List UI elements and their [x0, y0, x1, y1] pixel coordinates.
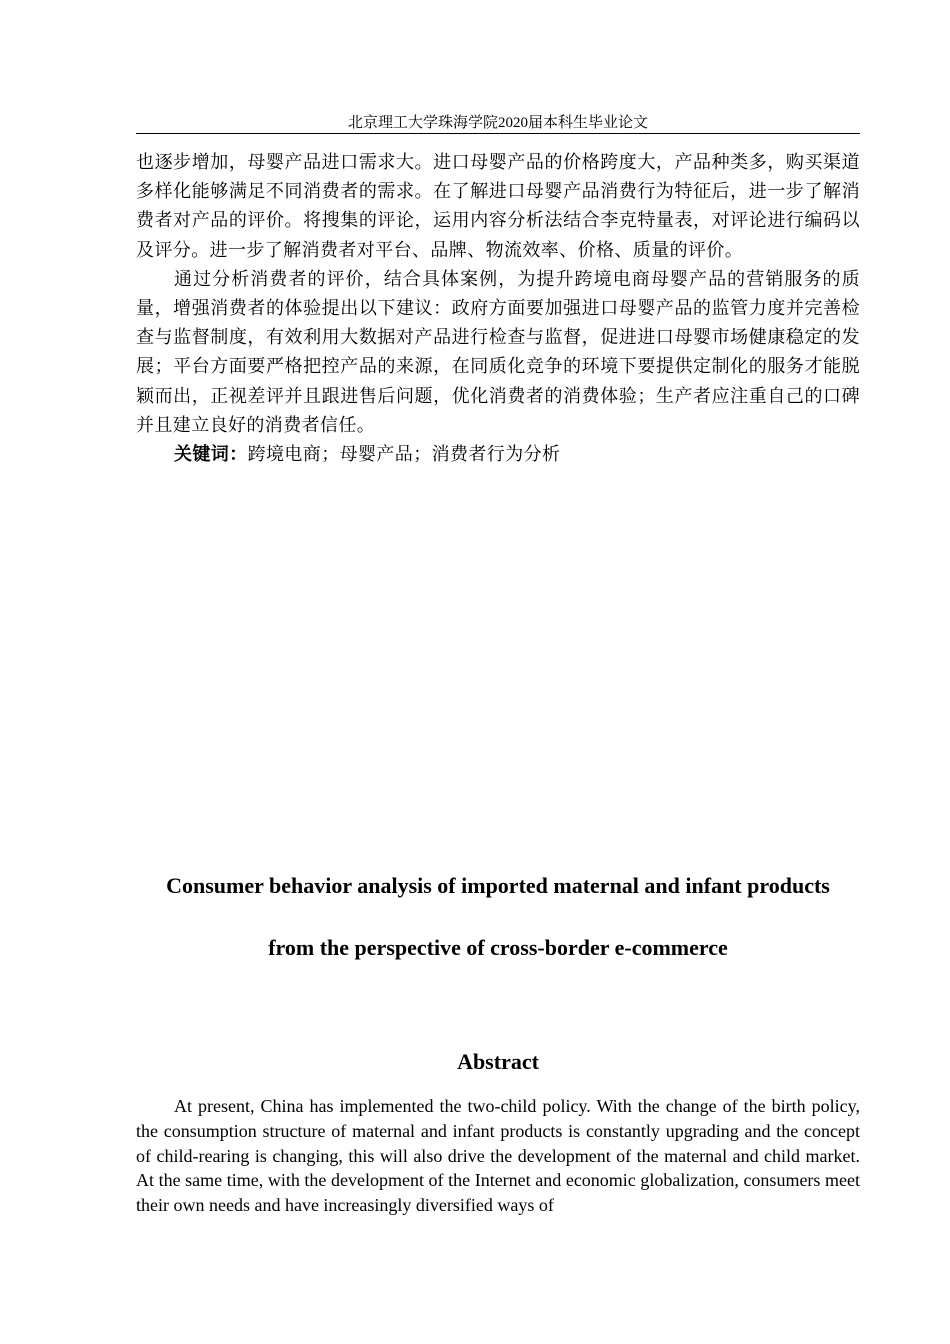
- chinese-paragraph-2: 通过分析消费者的评价，结合具体案例，为提升跨境电商母婴产品的营销服务的质量，增强消费者的体验提出以下建议：政府方面要加强进口母婴产品的监管力度并完善检查与监督制度，有效利用大数据对产品进行检查与监督，促进进口母婴市场健康稳定的发展；平台方面要严格把控产品的来源，在同质化竞争的环境下要提供定制化的服务才能脱颖而出，正视差评并且跟进售后问题，优化消费者的消费体验；生产者应注重自己的口碑并且建立良好的消费者信任。: [136, 268, 860, 436]
- chinese-paragraph-1: 也逐步增加，母婴产品进口需求大。进口母婴产品的价格跨度大，产品种类多，购买渠道多样化能够满足不同消费者的需求。在了解进口母婴产品消费行为特征后，进一步了解消费者对产品的评价。将搜集的评论，运用内容分析法结合李克特量表，对评论进行编码以及评分。进一步了解消费者对平台、品牌、物流效率、价格、质量的评价。: [136, 152, 860, 261]
- header-rule: [136, 133, 860, 134]
- english-title-line-2: from the perspective of cross-border e-commerce: [268, 935, 728, 960]
- running-header: 北京理工大学珠海学院2020届本科生毕业论文: [347, 115, 648, 131]
- keywords-line: [136, 440, 860, 469]
- chinese-abstract: [136, 148, 860, 469]
- english-abstract-paragraph: At present, China has implemented the two-child policy. With the change of the birth policy, the consumption structure of maternal and infant products is constantly upgrading and the concept of child-rearing is changing, this will also drive the development of the maternal and child market. At the same time, with the development of the Internet and economic globalization, consumers meet their own needs and have increasingly diversified ways of: [136, 1096, 860, 1216]
- abstract-heading: Abstract: [457, 1049, 539, 1074]
- english-title-line-1: Consumer behavior analysis of imported maternal and infant products: [166, 873, 830, 898]
- keywords-text: 跨境电商；母婴产品；消费者行为分析: [247, 444, 561, 466]
- keywords-label: 关键词：: [174, 444, 248, 466]
